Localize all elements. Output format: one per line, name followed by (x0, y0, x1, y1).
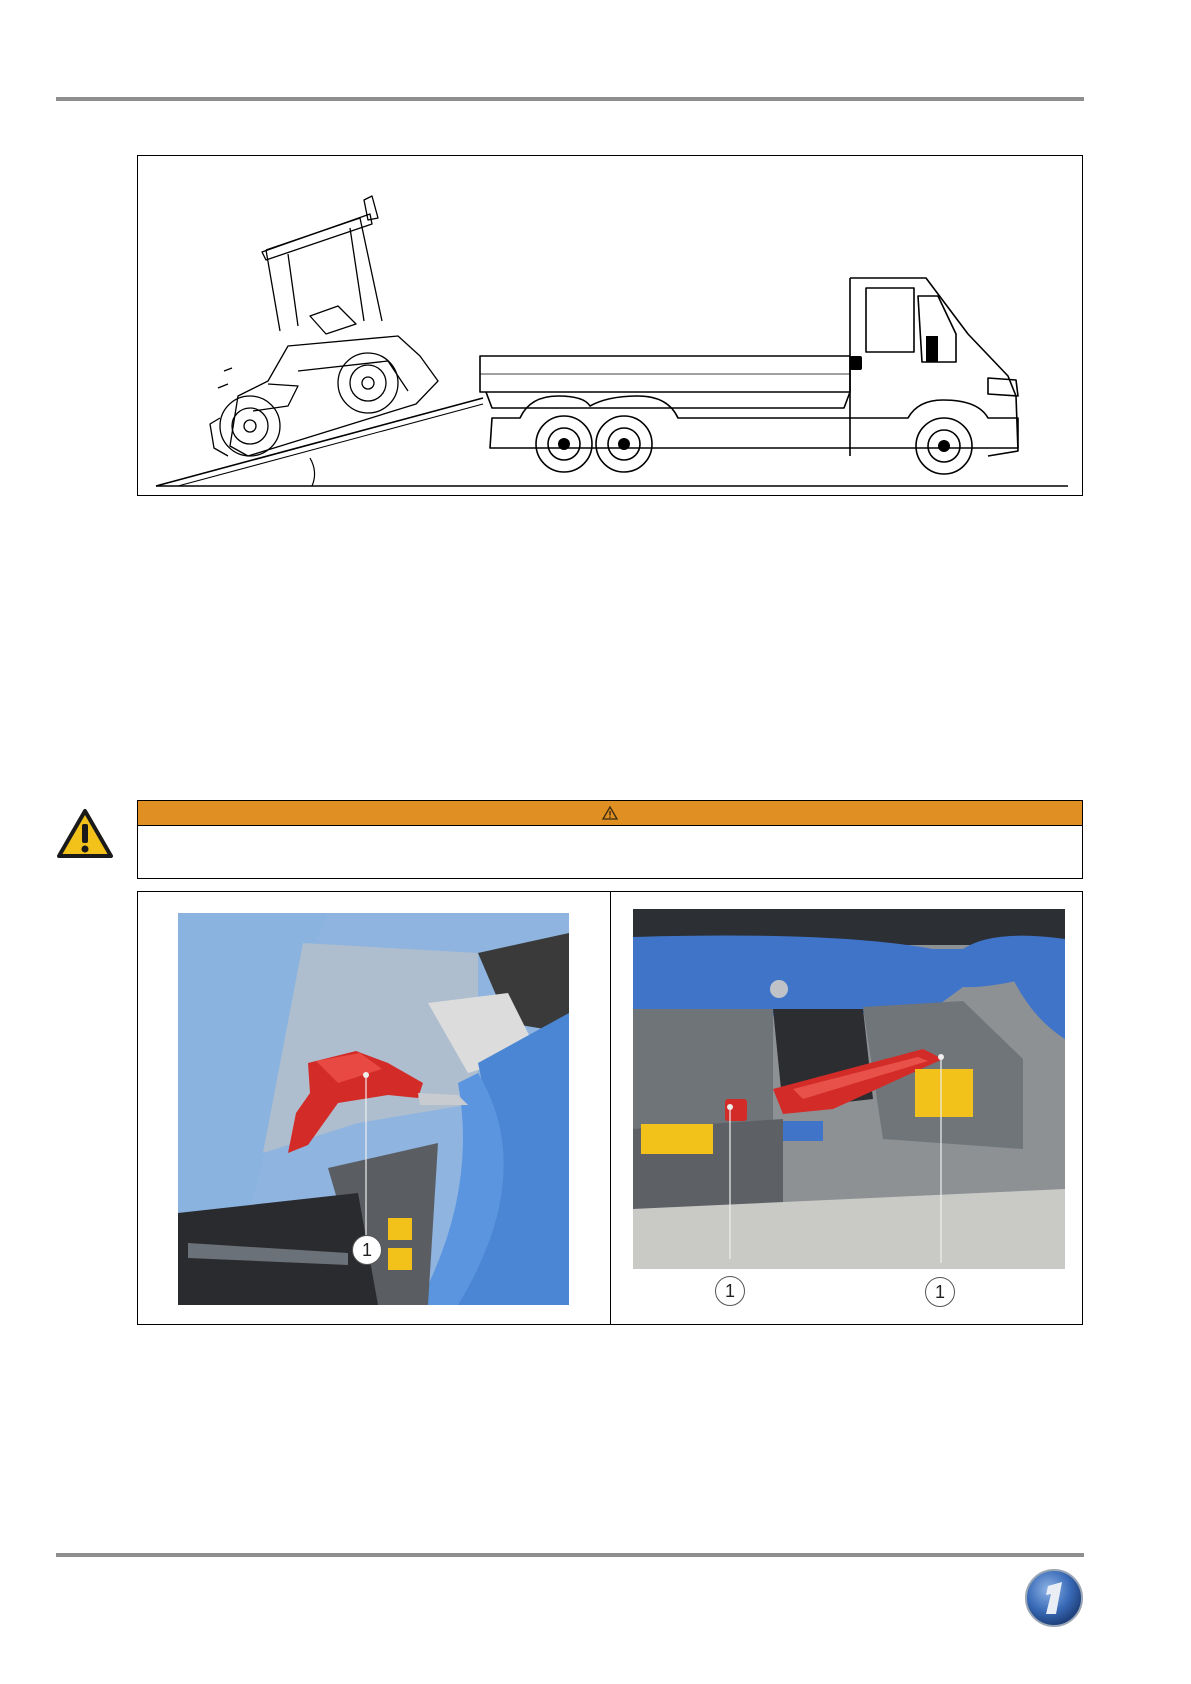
callout-right-lever: 1 (925, 1277, 955, 1307)
warning-triangle-icon (56, 808, 114, 860)
truck-details (558, 336, 950, 452)
warning-header (138, 801, 1082, 826)
header-rule (56, 97, 1084, 101)
photo-divider (610, 892, 611, 1324)
callout-left: 1 (352, 1235, 382, 1265)
warning-text (138, 826, 1082, 842)
ramp (156, 398, 483, 486)
brand-logo-icon (1024, 1568, 1084, 1628)
footer-rule (56, 1553, 1084, 1557)
callout-right-pin: 1 (715, 1276, 745, 1306)
loader-illustration (210, 196, 438, 456)
photo-rear-lock-lever (633, 909, 1065, 1269)
photo-table (137, 891, 1083, 1325)
ramp-angle-arc (310, 458, 315, 486)
loading-figure (137, 155, 1083, 496)
warning-box (137, 800, 1083, 879)
loading-illustration (138, 156, 1082, 495)
warning-symbol-icon (602, 806, 618, 820)
